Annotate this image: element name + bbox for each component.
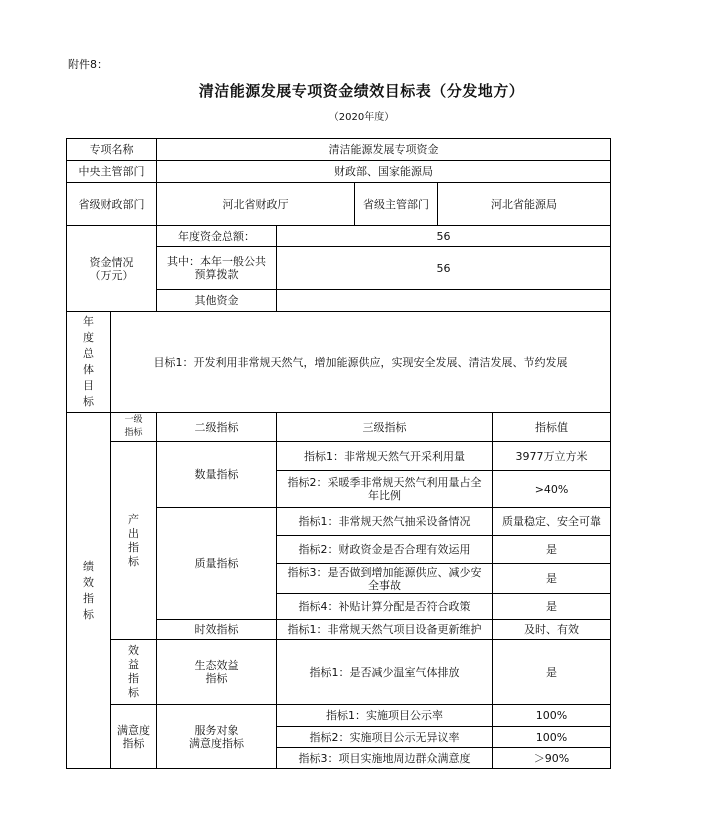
eco-label	[157, 640, 277, 705]
timeliness-item-1-value: 及时、有效	[493, 620, 611, 640]
satisfaction-label-line2: 指标	[122, 736, 145, 750]
project-value: 清洁能源发展专项资金	[157, 139, 611, 161]
eco-item-1-value: 是	[493, 640, 611, 705]
funds-other-value	[277, 290, 611, 312]
funds-public-value: 56	[277, 247, 611, 290]
funds-public-label-line1: 其中：本年一般公共	[167, 255, 266, 268]
funds-public-label	[157, 247, 277, 290]
header-level1	[111, 413, 157, 442]
indicators-label-text: 绩效指标	[83, 559, 94, 621]
central-dept-value: 财政部、国家能源局	[157, 161, 611, 183]
eco-item-1-text: 指标1：是否减少温室气体排放	[277, 640, 493, 705]
quality-item-2-value: 是	[493, 536, 611, 564]
quality-item-2-text: 指标2：财政资金是否合理有效运用	[277, 536, 493, 564]
quality-label: 质量指标	[157, 508, 277, 620]
row-funds-total	[67, 226, 611, 247]
row-eco-1	[67, 640, 611, 705]
goal-label-text: 年度总体目标	[83, 315, 94, 408]
output-label	[111, 442, 157, 640]
service-label	[157, 705, 277, 769]
quantity-item-1-value: 3977万立方米	[493, 442, 611, 471]
service-item-1-value: 100%	[493, 705, 611, 727]
quality-item-1-text: 指标1：非常规天然气抽采设备情况	[277, 508, 493, 536]
performance-table	[66, 138, 611, 769]
funds-label-line2: （万元）	[89, 268, 134, 282]
timeliness-item-1-text: 指标1：非常规天然气项目设备更新维护	[277, 620, 493, 640]
benefit-label-text: 效益指标	[128, 644, 139, 699]
project-label: 专项名称	[67, 139, 157, 161]
quality-item-3-text-line1: 指标3：是否做到增加能源供应、减少安	[287, 565, 482, 579]
quantity-label: 数量指标	[157, 442, 277, 508]
header-level1-line1: 一级	[124, 415, 143, 425]
service-item-3-text: 指标3：项目实施地周边群众满意度	[277, 748, 493, 769]
document-title: 清洁能源发展专项资金绩效目标表（分发地方）	[198, 82, 525, 100]
satisfaction-label	[111, 705, 157, 769]
eco-label-line2: 指标	[205, 672, 228, 685]
funds-total-value: 56	[277, 226, 611, 247]
quantity-item-2-value: >40%	[493, 471, 611, 508]
funds-other-label: 其他资金	[157, 290, 277, 312]
quality-item-3-text-line2: 全事故	[368, 578, 401, 592]
header-level3: 三级指标	[277, 413, 493, 442]
province-finance-label: 省级财政部门	[67, 183, 157, 226]
quantity-item-1-text: 指标1：非常规天然气开采利用量	[277, 442, 493, 471]
header-level1-line2: 指标	[124, 428, 143, 438]
quantity-item-2-text-line1: 指标2：采暖季非常规天然气利用量占全	[287, 476, 482, 489]
quality-item-4-value: 是	[493, 594, 611, 620]
funds-label	[67, 226, 157, 312]
benefit-label	[111, 640, 157, 705]
row-province	[67, 183, 611, 226]
row-annual-goal	[67, 312, 611, 413]
funds-label-line1: 资金情况	[89, 255, 134, 269]
service-item-3-value: ＞90%	[493, 748, 611, 769]
service-item-2-value: 100%	[493, 727, 611, 748]
service-label-line1: 服务对象	[194, 723, 239, 737]
row-indicator-headers	[67, 413, 611, 442]
quality-item-1-value: 质量稳定、安全可靠	[493, 508, 611, 536]
attachment-label: 附件8：	[68, 58, 108, 71]
satisfaction-label-line1: 满意度	[117, 723, 150, 737]
row-project	[67, 139, 611, 161]
service-label-line2: 满意度指标	[189, 736, 244, 750]
header-value: 指标值	[493, 413, 611, 442]
quantity-item-2-text-line2: 年比例	[368, 489, 401, 502]
quality-item-4-text: 指标4：补贴计算分配是否符合政策	[277, 594, 493, 620]
document-year: （2020年度）	[328, 112, 395, 123]
indicators-label	[67, 413, 111, 769]
eco-label-line1: 生态效益	[194, 659, 239, 672]
output-label-text: 产出指标	[128, 512, 139, 568]
service-item-1-text: 指标1：实施项目公示率	[277, 705, 493, 727]
province-finance-value: 河北省财政厅	[157, 183, 355, 226]
quality-item-3-text	[277, 564, 493, 594]
quality-item-3-value: 是	[493, 564, 611, 594]
row-satisfaction-1	[67, 705, 611, 727]
row-central-dept	[67, 161, 611, 183]
service-item-2-text: 指标2：实施项目公示无异议率	[277, 727, 493, 748]
central-dept-label: 中央主管部门	[67, 161, 157, 183]
goal-label	[67, 312, 111, 413]
funds-total-label: 年度资金总额：	[157, 226, 277, 247]
quantity-item-2-text	[277, 471, 493, 508]
funds-public-label-line2: 预算拨款	[194, 268, 239, 281]
goal-text: 目标1：开发利用非常规天然气，增加能源供应，实现安全发展、清洁发展、节约发展	[111, 312, 611, 413]
header-level2: 二级指标	[157, 413, 277, 442]
row-quantity-1	[67, 442, 611, 471]
province-dept-value: 河北省能源局	[438, 183, 611, 226]
province-dept-label: 省级主管部门	[355, 183, 438, 226]
timeliness-label: 时效指标	[157, 620, 277, 640]
